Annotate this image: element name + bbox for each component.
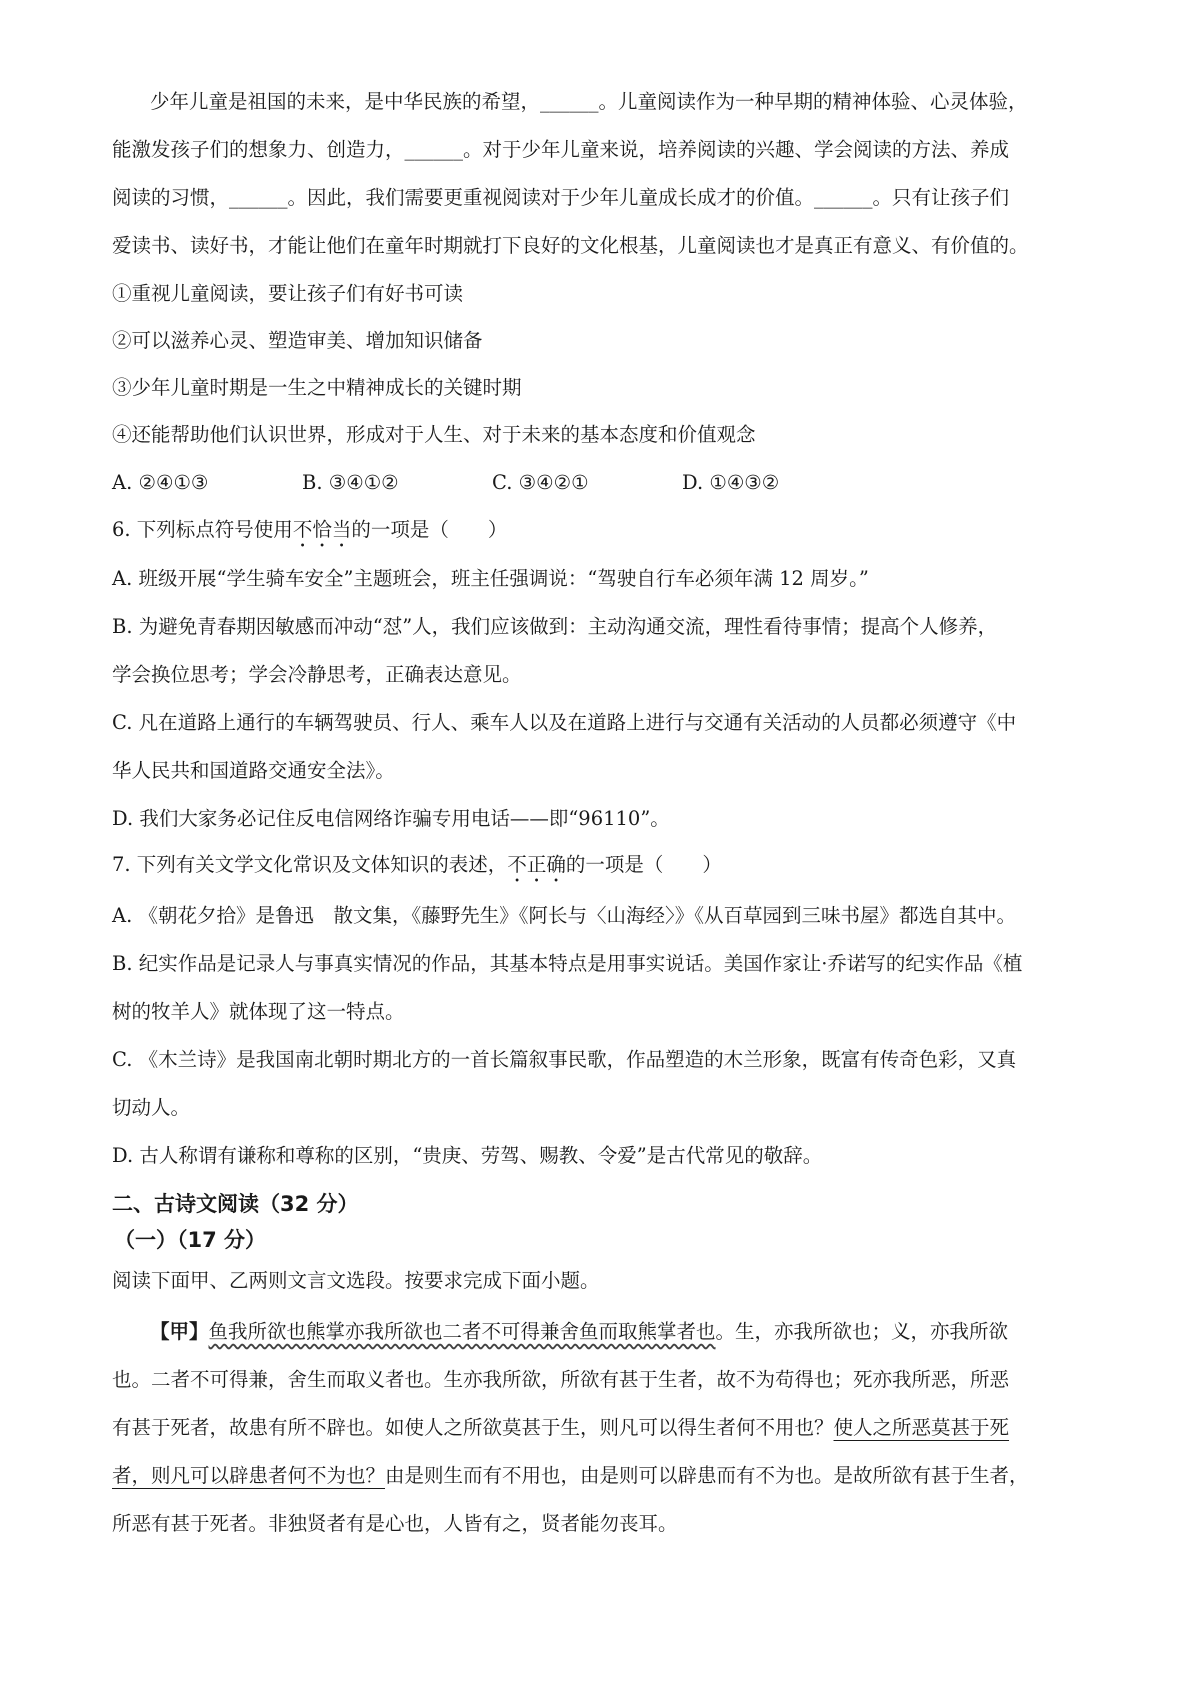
q6-stem: 6. 下列标点符号使用不恰当的一项是（ ） [112, 518, 508, 541]
q6-option-c-line1[interactable]: C. 凡在道路上通行的车辆驾驶员、行人、乘车人以及在道路上进行与交通有关活动的人员都必须遵守《中 [112, 711, 1017, 734]
sentence-item-2: ②可以滋养心灵、塑造审美、增加知识储备 [112, 329, 483, 352]
q7-option-c-line2: 切动人。 [112, 1096, 191, 1119]
q5-option-d[interactable]: D. ①④③② [682, 471, 780, 494]
sentence-item-4: ④还能帮助他们认识世界，形成对于人生、对于未来的基本态度和价值观念 [112, 423, 756, 446]
passage-line-4: 爱读书、读好书，才能让他们在童年时期就打下良好的文化根基，儿童阅读也才是真正有意义、有价值的。 [112, 234, 1029, 257]
jia-line-2: 也。二者不可得兼，舍生而取义者也。生亦我所欲，所欲有甚于生者，故不为苟得也；死亦我所恶，所恶 [112, 1368, 1010, 1391]
jia-wavy-sentence: 鱼我所欲也熊掌亦我所欲也二者不可得兼舍鱼而取熊掌者也 [208, 1320, 716, 1343]
q7-option-c-line1[interactable]: C. 《木兰诗》是我国南北朝时期北方的一首长篇叙事民歌，作品塑造的木兰形象，既富有传奇色彩，又真 [112, 1048, 1017, 1071]
q5-option-c[interactable]: C. ③④②① [492, 471, 589, 494]
section-title: 二、古诗文阅读（32 分） [112, 1192, 359, 1216]
q7-option-b-line1[interactable]: B. 纪实作品是记录人与事真实情况的作品，其基本特点是用事实说话。美国作家让·乔诺写的纪实作品《植 [112, 952, 1023, 975]
q6-option-b-line2: 学会换位思考；学会冷静思考，正确表达意见。 [112, 663, 522, 686]
q6-option-d[interactable]: D. 我们大家务必记住反电信网络诈骗专用电话——即“96110”。 [112, 807, 670, 830]
q7-option-b-line2: 树的牧羊人》就体现了这一特点。 [112, 1000, 405, 1023]
q7-emphasis: 不正确 [507, 853, 566, 876]
jia-line-3: 有甚于死者，故患有所不辟也。如使人之所欲莫甚于生，则凡可以得生者何不用也？使人之所恶莫甚于死 [112, 1416, 1010, 1439]
subsection-title: （一）（17 分） [114, 1228, 267, 1252]
jia-underlined-1: 使人之所恶莫甚于死 [833, 1416, 1010, 1439]
q6-emphasis: 不恰当 [292, 518, 352, 541]
q5-options [112, 469, 872, 497]
reading-instruction: 阅读下面甲、乙两则文言文选段。按要求完成下面小题。 [112, 1269, 600, 1292]
jia-line-4: 者，则凡可以辟患者何不为也？由是则生而有不用也，由是则可以辟患而有不为也。是故所欲有甚于生者， [112, 1464, 1029, 1487]
q6-option-c-line2: 华人民共和国道路交通安全法》。 [112, 759, 395, 782]
q7-option-a[interactable]: A. 《朝花夕拾》是鲁迅 散文集，《藤野先生》《阿长与〈山海经〉》《从百草园到三味书屋》都选自其中。 [112, 904, 1016, 927]
q5-option-a[interactable]: A. ②④①③ [112, 471, 209, 494]
jia-underlined-2: 者，则凡可以辟患者何不为也？ [112, 1464, 386, 1487]
q7-stem: 7. 下列有关文学文化常识及文体知识的表述，不正确的一项是（ ） [112, 853, 722, 876]
passage-line-3: 阅读的习惯，______。因此，我们需要更重视阅读对于少年儿童成长成才的价值。______。只有让孩子们 [112, 186, 1010, 209]
sentence-item-3: ③少年儿童时期是一生之中精神成长的关键时期 [112, 376, 522, 399]
jia-label: 【甲】 [150, 1320, 209, 1343]
passage-line-1: 少年儿童是祖国的未来，是中华民族的希望，______。儿童阅读作为一种早期的精神体验、心灵体验， [150, 90, 1028, 113]
q6-option-b-line1[interactable]: B. 为避免青春期因敏感而冲动“怼”人，我们应该做到：主动沟通交流，理性看待事情；提高个人修养， [112, 615, 998, 638]
jia-line-5: 所恶有甚于死者。非独贤者有是心也，人皆有之，贤者能勿丧耳。 [112, 1512, 678, 1535]
q5-option-b[interactable]: B. ③④①② [302, 471, 399, 494]
jia-line-1: 【甲】鱼我所欲也熊掌亦我所欲也二者不可得兼舍鱼而取熊掌者也。生，亦我所欲也；义，亦我所欲 [150, 1320, 1009, 1343]
passage-line-2: 能激发孩子们的想象力、创造力，______。对于少年儿童来说，培养阅读的兴趣、学会阅读的方法、养成 [112, 138, 1010, 161]
q6-option-a[interactable]: A. 班级开展“学生骑车安全”主题班会，班主任强调说：“驾驶自行车必须年满 12 周岁。” [112, 567, 869, 590]
q7-option-d[interactable]: D. 古人称谓有谦称和尊称的区别，“贵庚、劳驾、赐教、令爱”是古代常见的敬辞。 [112, 1144, 823, 1167]
sentence-item-1: ①重视儿童阅读，要让孩子们有好书可读 [112, 282, 464, 305]
